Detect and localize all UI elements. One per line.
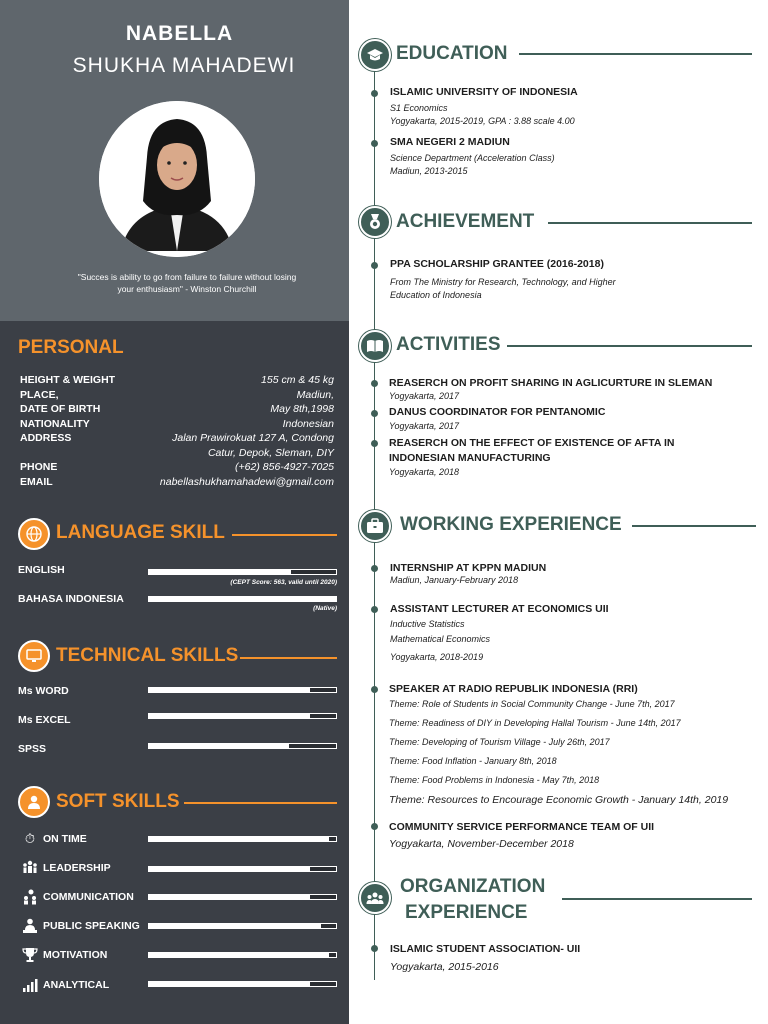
entry-detail: From The Ministry for Research, Technology, and Higher xyxy=(390,277,616,287)
skill-bar xyxy=(148,713,337,719)
entry-detail: Theme: Resources to Encourage Economic Growth - January 14th, 2019 xyxy=(389,794,729,806)
skill-label: Ms WORD xyxy=(18,685,69,697)
skill-bar xyxy=(148,981,337,987)
entry-detail: Yogyakarta, 2018 xyxy=(389,466,460,477)
timeline-dot xyxy=(371,565,378,572)
divider xyxy=(562,898,752,900)
skill-bar xyxy=(148,743,337,749)
personal-label: HEIGHT & WEIGHT xyxy=(20,374,116,386)
personal-title: PERSONAL xyxy=(18,337,124,358)
last-name: SHUKHA MAHADEWI xyxy=(72,54,296,77)
skill-bar xyxy=(148,687,337,693)
language-title: LANGUAGE SKILL xyxy=(56,522,225,543)
profile-photo xyxy=(99,101,255,257)
timeline-dot xyxy=(371,606,378,613)
globe-icon xyxy=(18,518,50,550)
entry-detail: Theme: Food Problems in Indonesia - May 7th, 2018 xyxy=(389,775,600,785)
divider xyxy=(184,802,337,804)
personal-value: (+62) 856-4927-7025 xyxy=(235,461,334,473)
bar-chart-icon xyxy=(22,977,38,993)
skill-bar xyxy=(148,836,337,842)
sidebar xyxy=(0,0,349,1024)
skill-label: LEADERSHIP xyxy=(43,862,111,874)
skill-label: PUBLIC SPEAKING xyxy=(43,920,140,932)
people-group-icon xyxy=(359,882,391,914)
skill-label: MOTIVATION xyxy=(43,949,108,961)
personal-value: Madiun, xyxy=(296,388,334,401)
group-icon xyxy=(22,860,38,876)
personal-label: PHONE xyxy=(20,461,58,473)
organization-title: ORGANIZATION xyxy=(400,876,546,897)
timeline-dot xyxy=(371,440,378,447)
skill-bar xyxy=(148,596,337,602)
skill-label: Ms EXCEL xyxy=(18,714,71,726)
entry-title: ISLAMIC UNIVERSITY OF INDONESIA xyxy=(390,86,578,98)
timeline-dot xyxy=(371,823,378,830)
personal-value: May 8th,1998 xyxy=(270,403,334,415)
entry-detail: Yogyakarta, November-December 2018 xyxy=(389,838,574,850)
personal-label: DATE OF BIRTH xyxy=(20,403,101,415)
achievement-title: ACHIEVEMENT xyxy=(396,211,535,232)
speaker-podium-icon xyxy=(22,918,38,934)
entry-detail: Theme: Readiness of DIY in Developing Hallal Tourism - June 14th, 2017 xyxy=(389,718,681,728)
skill-label: ON TIME xyxy=(43,833,87,845)
entry-detail: Yogyakarta, 2015-2016 xyxy=(390,961,499,973)
timeline-dot xyxy=(371,262,378,269)
timeline-dot xyxy=(371,140,378,147)
entry-detail: Theme: Role of Students in Social Community Change - June 7th, 2017 xyxy=(389,699,675,709)
entry-title: SMA NEGERI 2 MADIUN xyxy=(390,136,510,148)
entry-title: COMMUNITY SERVICE PERFORMANCE TEAM OF UII xyxy=(389,821,655,833)
entry-title: PPA SCHOLARSHIP GRANTEE (2016-2018) xyxy=(390,258,604,270)
skill-label: BAHASA INDONESIA xyxy=(18,593,124,605)
monitor-icon xyxy=(18,640,50,672)
skill-note: (CEPT Score: 563, valid until 2020) xyxy=(230,579,337,586)
soft-title: SOFT SKILLS xyxy=(56,791,180,812)
skill-bar xyxy=(148,952,337,958)
entry-detail: Science Department (Acceleration Class) xyxy=(390,153,555,163)
entry-detail: Yogyakarta, 2017 xyxy=(389,391,460,401)
book-icon xyxy=(359,330,391,362)
skill-bar xyxy=(148,569,337,575)
timeline-dot xyxy=(371,945,378,952)
skill-note: (Native) xyxy=(313,605,337,612)
skill-bar xyxy=(148,894,337,900)
organization-title-line2: EXPERIENCE xyxy=(405,902,528,923)
divider xyxy=(232,534,337,536)
trophy-icon xyxy=(22,947,38,963)
entry-detail: Madiun, January-February 2018 xyxy=(390,574,519,585)
entry-detail: S1 Economics xyxy=(390,103,448,113)
personal-label: NATIONALITY xyxy=(20,417,90,430)
personal-label: ADDRESS xyxy=(20,432,72,444)
divider xyxy=(507,345,752,347)
timeline-dot xyxy=(371,410,378,417)
divider xyxy=(632,525,756,527)
profile-header xyxy=(0,0,349,321)
entry-detail: Yogyakarta, 2018-2019 xyxy=(390,651,484,662)
skill-label: ANALYTICAL xyxy=(43,979,110,991)
timeline-dot xyxy=(371,90,378,97)
entry-title: INTERNSHIP AT KPPN MADIUN xyxy=(390,562,547,574)
entry-detail: Yogyakarta, 2015-2019, GPA : 3.88 scale 4.00 xyxy=(390,115,575,126)
personal-label: PLACE, xyxy=(20,388,59,401)
entry-detail: Theme: Food Inflation - January 8th, 2018 xyxy=(389,756,557,766)
skill-label: SPSS xyxy=(18,743,47,755)
personal-value: 155 cm & 45 kg xyxy=(261,374,334,386)
skill-label: COMMUNICATION xyxy=(43,891,134,903)
entry-title: REASERCH ON THE EFFECT OF EXISTENCE OF AFTA IN xyxy=(389,437,675,449)
entry-title: ASSISTANT LECTURER AT ECONOMICS UII xyxy=(390,603,609,615)
person-icon xyxy=(18,786,50,818)
education-title: EDUCATION xyxy=(396,43,508,64)
personal-value: Indonesian xyxy=(282,417,334,430)
timeline-dot xyxy=(371,380,378,387)
quote: "Succes is ability to go from failure to failure without losing your enthusiasm" - Winston Churchill xyxy=(77,272,297,294)
entry-title: ISLAMIC STUDENT ASSOCIATION- UII xyxy=(390,943,581,955)
personal-value: nabellashukhamahadewi@gmail.com xyxy=(159,475,334,488)
activities-title: ACTIVITIES xyxy=(396,334,501,355)
entry-detail: Inductive Statistics xyxy=(390,619,465,629)
first-name: NABELLA xyxy=(125,22,234,45)
divider xyxy=(519,53,752,55)
entry-title: REASERCH ON PROFIT SHARING IN AGLICURTURE IN SLEMAN xyxy=(389,377,713,389)
skill-bar xyxy=(148,923,337,929)
timeline-dot xyxy=(371,686,378,693)
entry-title: INDONESIAN MANUFACTURING xyxy=(389,451,551,464)
skill-label: ENGLISH xyxy=(18,564,65,576)
entry-detail: Mathematical Economics xyxy=(390,634,491,644)
entry-title: SPEAKER AT RADIO REPUBLIK INDONESIA (RRI) xyxy=(389,683,638,695)
personal-label: EMAIL xyxy=(20,475,53,488)
entry-detail: Yogyakarta, 2017 xyxy=(389,420,460,431)
chat-people-icon xyxy=(22,889,38,905)
medal-icon xyxy=(359,206,391,238)
graduation-cap-icon xyxy=(359,39,391,71)
entry-detail: Education of Indonesia xyxy=(390,289,482,300)
entry-detail: Madiun, 2013-2015 xyxy=(390,165,468,176)
stopwatch-icon: ⏱ xyxy=(24,831,36,846)
briefcase-icon xyxy=(359,510,391,542)
technical-title: TECHNICAL SKILLS xyxy=(56,645,239,666)
skill-bar xyxy=(148,866,337,872)
work-title: WORKING EXPERIENCE xyxy=(400,514,622,535)
entry-detail: Theme: Developing of Tourism Village - July 26th, 2017 xyxy=(389,737,610,747)
divider xyxy=(240,657,337,659)
entry-title: DANUS COORDINATOR FOR PENTANOMIC xyxy=(389,406,606,418)
personal-value: Jalan Prawirokuat 127 A, Condong Catur, Depok, Sleman, DIY xyxy=(172,432,334,459)
divider xyxy=(548,222,752,224)
